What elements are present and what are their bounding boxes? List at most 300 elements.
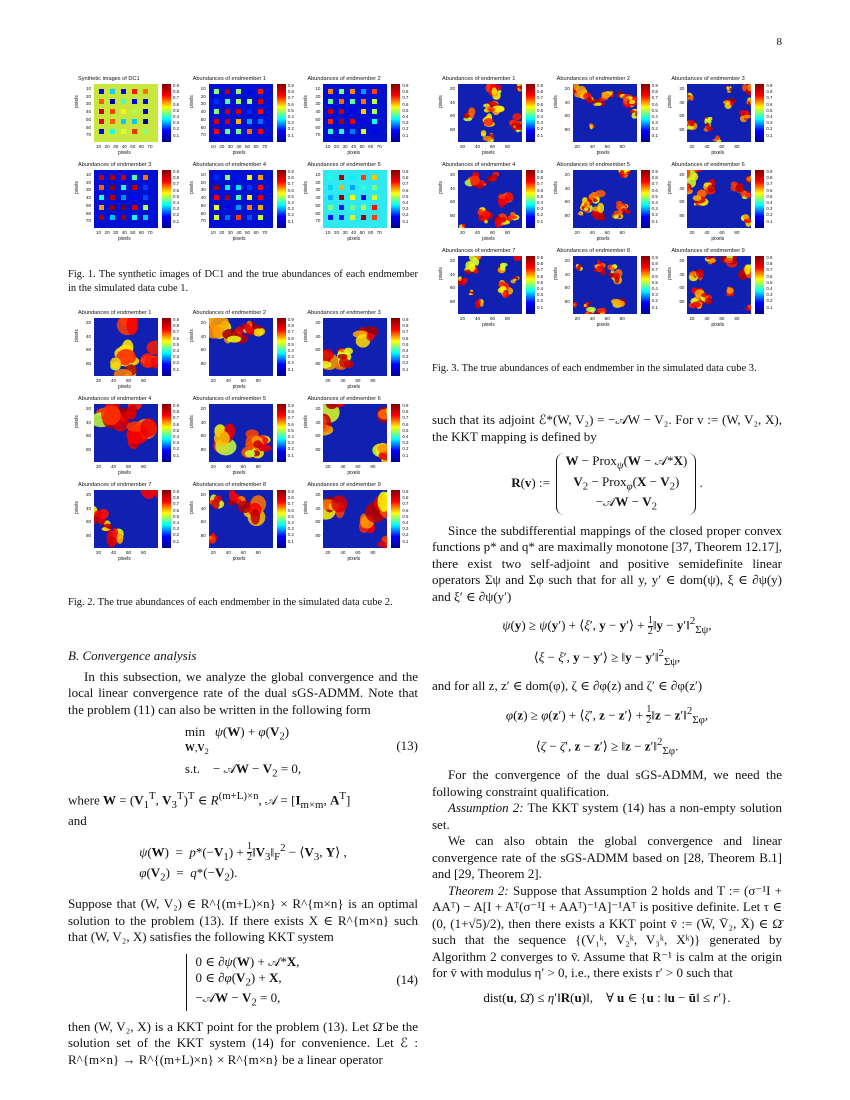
y-tick-label: 20 [564, 258, 570, 263]
pixel-square [339, 195, 344, 200]
pixel-square [328, 119, 333, 124]
x-tick-label: 60 [368, 230, 374, 235]
colorbar-tick-label: 0.5 [766, 193, 773, 199]
pixel-square [339, 119, 344, 124]
x-axis-label: pixels [232, 236, 246, 242]
pixel-square [258, 89, 263, 94]
y-tick-label: 40 [86, 419, 92, 425]
figure-2-caption: Fig. 2. The true abundances of each endmember in the simulated data cube 2. [68, 597, 393, 608]
paragraph: We can also obtain the global convergence and linear convergence rate of the sGS-ADMM based on [28, Theorem B.1] and [29, Theorem 2]. [432, 833, 782, 882]
colorbar-tick-label: 0.7 [651, 267, 658, 273]
colorbar-tick-label: 0.4 [402, 348, 409, 353]
colorbar-tick-label: 0.2 [402, 126, 409, 132]
pixel-square [328, 215, 333, 220]
x-tick-label: 60 [719, 316, 725, 321]
abundance-blob [460, 278, 464, 281]
colorbar-tick-label: 0.2 [173, 126, 180, 132]
colorbar [162, 170, 171, 228]
pixel-square [110, 175, 115, 180]
abundance-panel [303, 396, 414, 478]
pixel-square [225, 185, 230, 190]
colorbar-tick-label: 0.3 [766, 206, 773, 212]
x-axis-label: pixels [482, 322, 495, 328]
x-tick-label: 40 [121, 230, 127, 235]
abundance-blob [601, 92, 609, 99]
figure-2 [74, 310, 414, 564]
abundance-blob [500, 263, 505, 271]
pixel-square [214, 119, 219, 124]
pixel-square [236, 89, 241, 94]
abundance-blob [480, 301, 483, 306]
pixel-square [328, 205, 333, 210]
pixel-square [121, 185, 126, 190]
y-axis-label: pixels [74, 501, 80, 514]
pixel-square [121, 129, 126, 134]
abundance-panel [667, 162, 778, 244]
x-axis-label: pixels [347, 236, 361, 242]
colorbar-tick-label: 0.4 [651, 114, 658, 119]
x-tick-label: 20 [325, 550, 331, 555]
theorem-label: Theorem 2: [448, 882, 509, 898]
colorbar-tick-label: 0.8 [173, 89, 180, 95]
y-tick-label: 60 [200, 519, 206, 524]
x-tick-label: 80 [505, 230, 511, 235]
pixel-square [372, 195, 377, 200]
colorbar-tick-label: 0.6 [651, 187, 658, 193]
x-tick-label: 40 [589, 316, 595, 321]
abundance-blob [245, 326, 254, 333]
y-tick-label: 60 [450, 285, 456, 290]
y-axis-label: pixels [552, 95, 559, 108]
pixel-square [372, 129, 377, 134]
x-tick-label: 10 [210, 144, 216, 149]
colorbar-tick-label: 0.3 [651, 206, 658, 212]
theorem-2 [432, 883, 782, 982]
colorbar-tick-label: 0.8 [287, 495, 294, 501]
x-axis-label: pixels [232, 384, 246, 390]
y-tick-label: 60 [200, 347, 206, 352]
colorbar-tick-label: 0.7 [402, 181, 409, 187]
abundance-blob [619, 170, 624, 178]
abundance-blob [481, 130, 486, 136]
colorbar-tick-label: 0.9 [173, 169, 180, 174]
abundance-panel [667, 248, 778, 330]
abundance-blob [101, 405, 121, 425]
colorbar-tick-label: 0.5 [287, 513, 294, 519]
abundance-blob [578, 212, 582, 215]
colorbar-tick-label: 0.2 [287, 360, 294, 366]
panel-title: Abundances of endmember 8 [556, 248, 631, 254]
abundance-blob [512, 113, 521, 120]
pixel-square [350, 195, 355, 200]
abundance-blob [484, 118, 494, 126]
pixel-square [225, 175, 230, 180]
x-tick-label: 20 [460, 144, 466, 149]
colorbar-tick-label: 0.9 [173, 489, 180, 494]
x-tick-label: 40 [236, 230, 242, 235]
abundance-blob [253, 328, 263, 336]
abundance-blob [583, 203, 587, 207]
colorbar [391, 170, 400, 228]
x-tick-label: 20 [574, 144, 580, 149]
colorbar-tick-label: 0.7 [173, 95, 180, 101]
y-axis-label: pixels [303, 181, 310, 194]
colorbar-tick-label: 0.2 [402, 532, 409, 538]
x-tick-label: 30 [113, 230, 119, 235]
x-tick-label: 60 [355, 378, 361, 383]
abundance-panel [74, 310, 185, 392]
colorbar-tick-label: 0.1 [173, 218, 180, 224]
colorbar-tick-label: 0.1 [173, 538, 180, 544]
x-tick-label: 80 [370, 378, 376, 383]
colorbar-tick-label: 0.4 [766, 114, 773, 119]
x-tick-label: 20 [333, 144, 340, 149]
abundance-blob [596, 308, 605, 313]
abundance-blob [500, 217, 506, 223]
colorbar-tick-label: 0.4 [173, 434, 180, 439]
y-tick-label: 80 [315, 532, 321, 538]
pixel-square [225, 195, 230, 200]
y-tick-label: 20 [315, 93, 321, 99]
panel-title: Abundances of endmember 7 [442, 248, 516, 254]
pixel-square [110, 99, 115, 104]
colorbar-tick-label: 0.4 [287, 520, 294, 525]
panel-title: Abundances of endmember 8 [192, 482, 267, 488]
abundance-blob [591, 212, 600, 218]
x-tick-label: 60 [240, 464, 246, 469]
colorbar-tick-label: 0.3 [766, 292, 773, 298]
colorbar-tick-label: 0.9 [402, 403, 409, 408]
colorbar-tick-label: 0.7 [537, 267, 544, 273]
panel-title: Abundances of endmember 3 [671, 76, 745, 82]
y-axis-label: pixels [438, 267, 444, 280]
colorbar [162, 84, 171, 142]
colorbar-tick-label: 0.1 [651, 304, 658, 310]
pixel-square [225, 109, 230, 114]
x-tick-label: 60 [604, 230, 610, 235]
pixel-square [214, 175, 219, 180]
abundance-blob [706, 125, 711, 130]
y-tick-label: 40 [679, 271, 685, 277]
abundance-blob [610, 267, 614, 272]
panel-title: Abundances of endmember 3 [307, 310, 381, 316]
abundance-blob [597, 266, 604, 270]
y-tick-label: 20 [679, 258, 685, 263]
colorbar-tick-label: 0.2 [173, 212, 180, 218]
pixel-square [350, 205, 355, 210]
paragraph: and for all z, z′ ∈ dom(φ), ζ ∈ ∂φ(z) and ζ′ ∈ ∂φ(z′) [432, 678, 703, 694]
pixel-square [247, 119, 252, 124]
colorbar-tick-label: 0.6 [766, 187, 773, 193]
colorbar-tick-label: 0.6 [537, 187, 544, 193]
abundance-blob [706, 256, 711, 260]
colorbar-tick-label: 0.9 [402, 489, 409, 494]
y-axis-label: pixels [303, 415, 310, 428]
y-tick-label: 20 [315, 179, 321, 185]
pixel-square [372, 205, 377, 210]
colorbar-tick-label: 0.3 [402, 120, 409, 126]
x-tick-label: 40 [589, 230, 595, 235]
colorbar-tick-label: 0.9 [402, 83, 409, 88]
pixel-square [225, 205, 230, 210]
pixel-square [110, 89, 115, 94]
x-tick-label: 10 [210, 230, 216, 235]
pixel-square [99, 119, 104, 124]
abundance-panel [303, 482, 414, 564]
y-tick-label: 60 [86, 433, 92, 438]
colorbar-tick-label: 0.6 [173, 101, 180, 107]
x-tick-label: 10 [96, 230, 102, 235]
y-axis-label: pixels [188, 181, 195, 194]
abundance-panel [553, 162, 664, 244]
y-tick-label: 20 [564, 172, 570, 177]
x-axis-label: pixels [118, 384, 131, 390]
abundance-blob [743, 215, 749, 219]
y-tick-label: 60 [564, 285, 570, 290]
y-axis-label: pixels [74, 415, 80, 428]
y-tick-label: 80 [564, 126, 570, 132]
colorbar-tick-label: 0.6 [287, 101, 294, 107]
pixel-square [247, 89, 252, 94]
colorbar-tick-label: 0.1 [402, 218, 409, 224]
pixel-square [328, 185, 333, 190]
colorbar-tick-label: 0.8 [651, 261, 658, 267]
pixel-square [258, 185, 263, 190]
abundance-blob [513, 279, 517, 281]
abundance-blob [508, 216, 517, 219]
assumption-text: The KKT system (14) has a non-empty solution set. [432, 800, 783, 832]
y-tick-label: 40 [564, 99, 570, 105]
colorbar-tick-label: 0.7 [173, 415, 180, 421]
x-tick-label: 20 [96, 550, 102, 555]
y-tick-label: 40 [315, 109, 321, 115]
pixel-square [361, 99, 366, 104]
colorbar-tick-label: 0.5 [402, 513, 409, 519]
right-column-text [432, 412, 782, 1014]
x-tick-label: 60 [355, 464, 361, 469]
x-axis-label: pixels [347, 384, 361, 390]
y-tick-label: 80 [86, 360, 92, 366]
abundance-panel [303, 162, 414, 244]
abundance-blob [505, 192, 513, 201]
x-tick-label: 60 [490, 316, 496, 321]
x-tick-label: 40 [340, 550, 346, 555]
colorbar-tick-label: 0.1 [766, 304, 773, 310]
abundance-blob [584, 304, 587, 307]
pixel-square [214, 89, 219, 94]
pixel-square [236, 215, 241, 220]
abundance-map-image [323, 404, 387, 462]
x-tick-label: 40 [236, 144, 242, 149]
abundance-blob [491, 175, 496, 181]
x-tick-label: 50 [244, 144, 251, 149]
abundance-map-image [458, 84, 522, 142]
x-tick-label: 30 [113, 144, 119, 149]
colorbar-tick-label: 0.2 [766, 298, 773, 304]
x-tick-label: 30 [342, 144, 348, 149]
abundance-blob [628, 97, 632, 100]
pixel-square [132, 185, 137, 190]
pixel-square [214, 129, 219, 134]
x-tick-label: 40 [340, 464, 346, 469]
abundance-map-image [94, 490, 158, 548]
left-column-text [68, 648, 418, 1068]
x-tick-label: 20 [104, 144, 110, 149]
colorbar [391, 490, 400, 548]
pixel-square [214, 195, 219, 200]
colorbar [641, 256, 650, 314]
y-tick-label: 40 [86, 505, 92, 511]
panel-title: Synthetic images of DC1 [78, 76, 140, 82]
y-tick-label: 80 [200, 532, 206, 538]
pixel-square [361, 215, 366, 220]
pixel-square [328, 129, 333, 134]
pixel-square [350, 109, 355, 114]
pixel-square [258, 109, 263, 114]
pixel-square [258, 119, 263, 124]
pixel-square [247, 129, 252, 134]
y-tick-label: 50 [315, 202, 321, 208]
colorbar-tick-label: 0.4 [287, 348, 294, 353]
x-tick-label: 60 [355, 550, 361, 555]
x-tick-label: 20 [210, 464, 216, 469]
pixel-square [258, 129, 263, 134]
pixel-square [132, 175, 137, 180]
y-tick-label: 20 [679, 86, 685, 91]
colorbar-tick-label: 0.7 [651, 181, 658, 187]
colorbar [162, 490, 171, 548]
abundance-blob [250, 509, 259, 525]
abundance-map-image [94, 404, 158, 462]
abundance-blob [692, 302, 702, 308]
x-tick-label: 80 [255, 550, 261, 555]
colorbar-tick-label: 0.5 [766, 279, 773, 285]
colorbar-tick-label: 0.7 [287, 95, 294, 101]
y-axis-label: pixels [74, 181, 80, 194]
colorbar-tick-label: 0.6 [651, 273, 658, 279]
y-tick-label: 40 [86, 195, 92, 201]
abundance-map-image [687, 84, 751, 142]
abundance-blob [592, 199, 597, 202]
colorbar-tick-label: 0.8 [402, 323, 409, 329]
colorbar [277, 404, 286, 462]
abundance-panel [438, 162, 549, 244]
pixel-square [247, 175, 252, 180]
x-tick-label: 40 [111, 464, 117, 469]
pixel-square [225, 119, 230, 124]
pixel-square [361, 175, 366, 180]
colorbar-tick-label: 0.3 [173, 354, 180, 360]
colorbar-tick-label: 0.2 [287, 446, 294, 452]
colorbar-tick-label: 0.2 [173, 446, 180, 452]
colorbar-tick-label: 0.6 [287, 421, 294, 427]
pixel-square [121, 109, 126, 114]
colorbar-tick-label: 0.5 [766, 107, 773, 113]
colorbar-tick-label: 0.5 [402, 193, 409, 199]
pixel-square [361, 195, 366, 200]
x-tick-label: 30 [227, 230, 233, 235]
colorbar-tick-label: 0.2 [173, 360, 180, 366]
colorbar-tick-label: 0.7 [766, 181, 773, 187]
abundance-blob [701, 293, 708, 297]
y-tick-label: 20 [200, 93, 206, 99]
x-axis-label: pixels [596, 236, 610, 242]
x-tick-label: 20 [689, 230, 695, 235]
abundance-blob [744, 115, 752, 119]
x-tick-label: 70 [262, 230, 268, 235]
y-tick-label: 60 [564, 113, 570, 118]
colorbar-tick-label: 0.6 [537, 273, 544, 279]
abundance-panel [74, 396, 185, 478]
pixel-square [236, 99, 241, 104]
x-tick-label: 80 [370, 550, 376, 555]
abundance-blob [595, 190, 606, 197]
abundance-panel [74, 482, 185, 564]
abundance-blob [696, 269, 704, 277]
page-number: 8 [776, 36, 782, 48]
abundance-panel [553, 76, 664, 158]
y-tick-label: 60 [315, 347, 321, 352]
y-tick-label: 40 [86, 333, 92, 339]
abundance-blob [689, 96, 694, 101]
abundance-blob [483, 136, 492, 141]
colorbar-tick-label: 0.9 [173, 403, 180, 408]
x-tick-label: 50 [130, 144, 136, 149]
colorbar-tick-label: 0.2 [402, 360, 409, 366]
colorbar-tick-label: 0.6 [287, 507, 294, 513]
panel-title: Abundances of endmember 1 [192, 76, 267, 82]
colorbar-tick-label: 0.6 [402, 101, 409, 107]
pixel-square [99, 175, 104, 180]
x-axis-label: pixels [118, 556, 131, 562]
x-axis-label: pixels [232, 470, 246, 476]
y-tick-label: 40 [86, 109, 92, 115]
colorbar-tick-label: 0.6 [537, 101, 544, 107]
colorbar-tick-label: 0.3 [402, 354, 409, 360]
y-tick-label: 80 [315, 360, 321, 366]
abundance-blob [470, 175, 480, 185]
x-tick-label: 40 [111, 378, 117, 383]
colorbar-tick-label: 0.1 [173, 366, 180, 372]
pixel-square [143, 129, 148, 134]
y-tick-label: 10 [315, 172, 321, 177]
abundance-blob [469, 263, 475, 272]
colorbar-tick-label: 0.4 [651, 286, 658, 291]
colorbar-tick-label: 0.6 [173, 421, 180, 427]
pixel-square [372, 89, 377, 94]
pixel-square [350, 175, 355, 180]
y-axis-label: pixels [303, 329, 310, 342]
x-axis-label: pixels [118, 150, 131, 156]
x-tick-label: 10 [96, 144, 102, 149]
figure-3 [438, 76, 778, 330]
equation-number: (13) [396, 738, 418, 753]
x-tick-label: 40 [351, 144, 357, 149]
x-tick-label: 60 [138, 230, 144, 235]
pixel-square [121, 195, 126, 200]
figure-1-caption: Fig. 1. The synthetic images of DC1 and the true abundances of each endmember in the simulated data cube 1. [68, 269, 418, 294]
abundance-map-image [209, 84, 273, 142]
equation-kkt-mapping: R(v) := W − Prox$_\psi$(W − 𝒜*X) $V_2$ − Prox$_\varphi$(X − $V_2$) −𝒜W − $V_2$ . [511, 453, 703, 513]
y-tick-label: 40 [450, 99, 456, 105]
abundance-panel [438, 248, 549, 330]
colorbar-tick-label: 0.6 [402, 187, 409, 193]
x-tick-label: 20 [460, 316, 466, 321]
panel-title: Abundances of endmember 1 [442, 76, 516, 82]
pixel-square [372, 119, 377, 124]
y-tick-label: 30 [86, 101, 92, 107]
y-tick-label: 10 [200, 86, 206, 91]
